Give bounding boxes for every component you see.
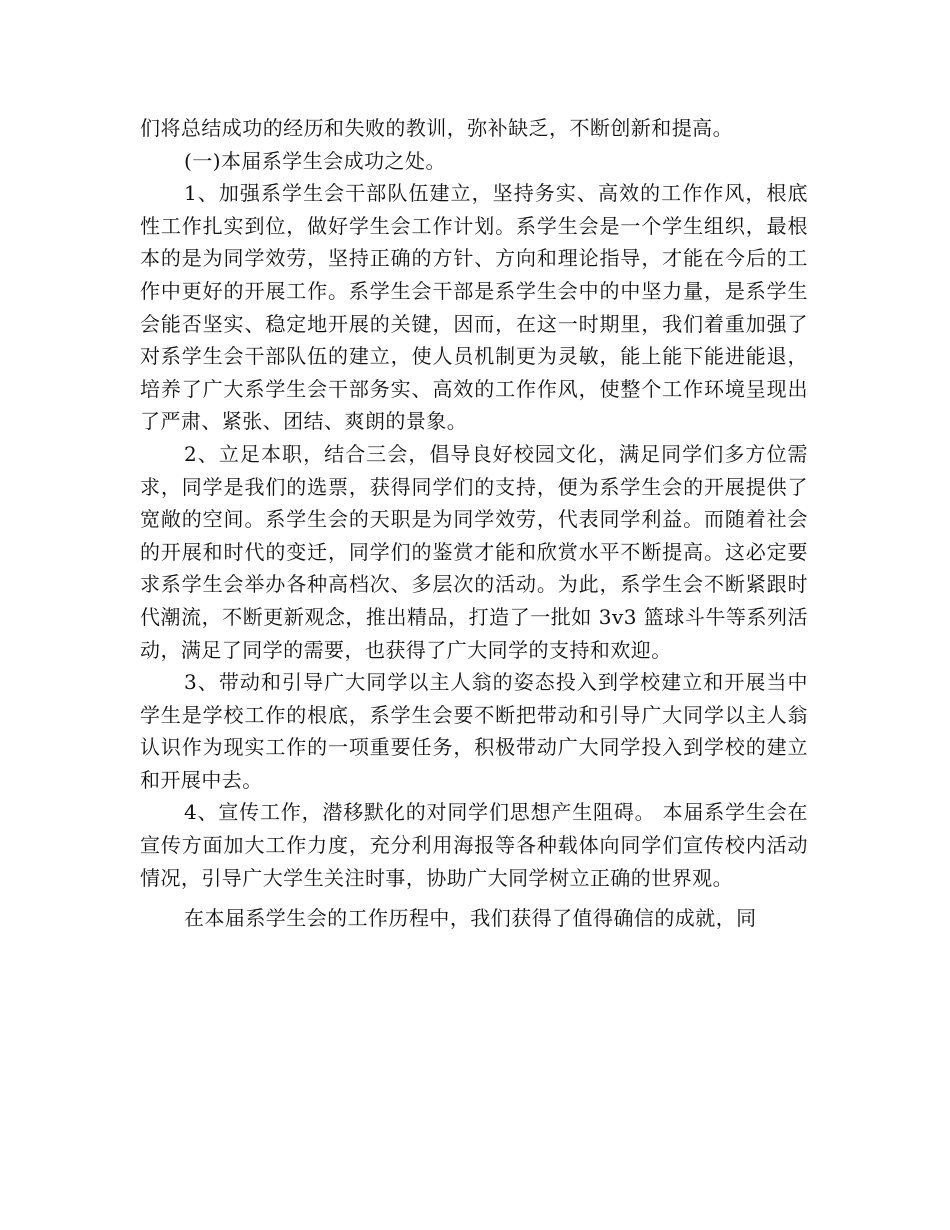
section-heading-successes: (一)本届系学生会成功之处。: [184, 148, 446, 173]
paragraph-conclusion-start: 在本届系学生会的工作历程中，我们获得了值得确信的成就，同: [184, 906, 757, 931]
paragraph-item-1: 1、加强系学生会干部队伍建立，坚持务实、高效的工作作风，根底性工作扎实到位，做好学生会工作计划。系学生会是一个学生组织，最根本的是为同学效劳，坚持正确的方针、方向和理论指导，才能在今后的工作中更好的开展工作。系学生会干部是系学生会中的中坚力量，是系学生会能否坚实、稳定地开展的关键，因而，在这一时期里，我们着重加强了对系学生会干部队伍的建立，使人员机制更为灵敏，能上能下能进能退，培养了广大系学生会干部务实、高效的工作作风，使整个工作环境呈现出了严肃、紧张、团结、爽朗的景象。: [140, 181, 808, 434]
document-page: [140, 112, 808, 935]
paragraph-item-3: 3、带动和引导广大同学以主人翁的姿态投入到学校建立和开展当中 学生是学校工作的根底，系学生会要不断把带动和引导广大同学以主人翁认识作为现实工作的一项重要任务，积极带动广大同学投入到学校的建立和开展中去。: [140, 670, 808, 792]
paragraph-continuation: 们将总结成功的经历和失败的教训，弥补缺乏，不断创新和提高。: [140, 116, 734, 140]
paragraph-item-2: 2、立足本职，结合三会，倡导良好校园文化，满足同学们多方位需求，同学是我们的选票，获得同学们的支持，便为系学生会的开展提供了宽敞的空间。系学生会的天职是为同学效劳，代表同学利益。而随着社会的开展和时代的变迁，同学们的鉴赏才能和欣赏水平不断提高。这必定要求系学生会举办各种高档次、多层次的活动。为此，系学生会不断紧跟时代潮流，不断更新观念，推出精品，打造了一批如 3v3 篮球斗牛等系列活动，满足了同学的需要，也获得了广大同学的支持和欢迎。: [140, 441, 808, 662]
paragraph-item-4: 4、宣传工作，潜移默化的对同学们思想产生阻碍。 本届系学生会在宣传方面加大工作力度，充分利用海报等各种载体向同学们宣传校内活动情况，引导广大学生关注时事，协助广大同学树立正确的世界观。: [140, 800, 808, 890]
